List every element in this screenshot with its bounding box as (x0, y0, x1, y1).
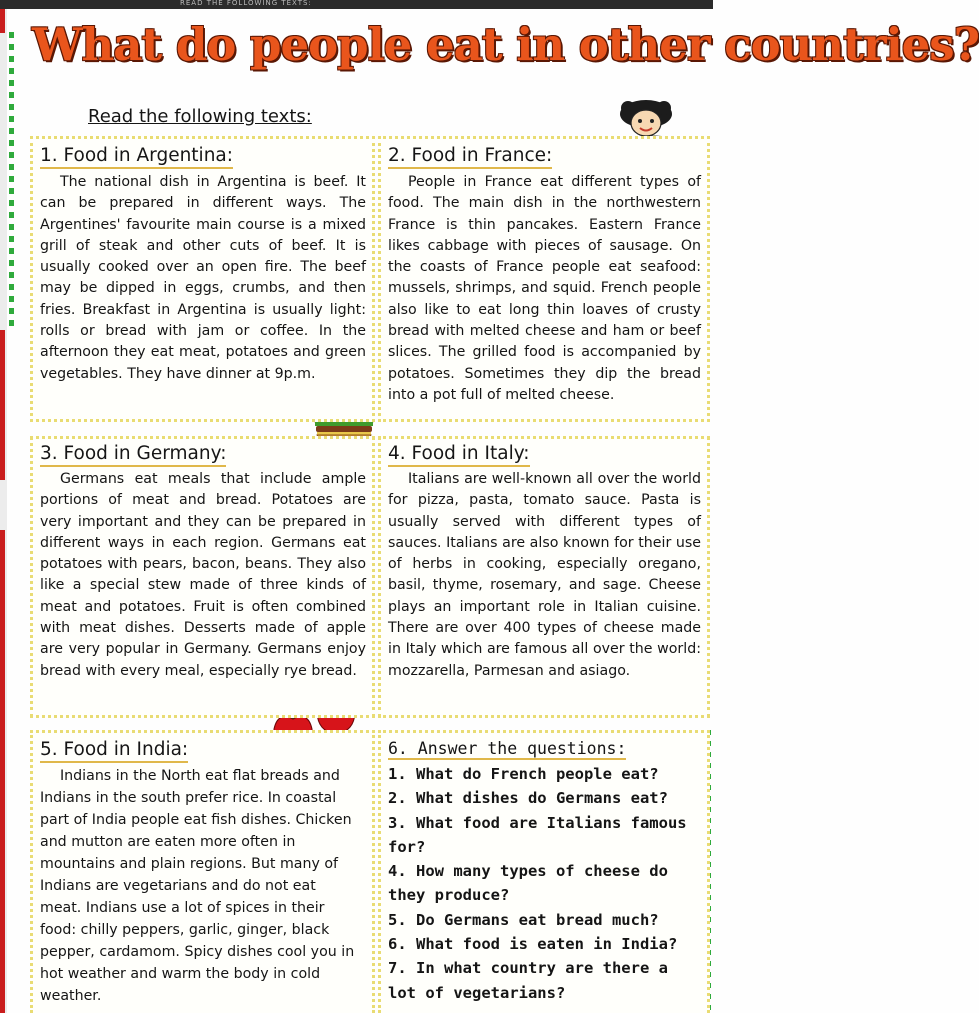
section-heading: 1. Food in Argentina: (40, 145, 233, 169)
green-dotted-margin (9, 32, 14, 330)
question-item: 5. Do Germans eat bread much? (388, 910, 659, 929)
questions-heading: 6. Answer the questions: (388, 739, 627, 758)
question-item: 6. What food is eaten in India? (388, 935, 678, 954)
top-strip (0, 0, 713, 9)
question-item: 3. What food are Italians famous for? (388, 813, 687, 856)
section-body: Indians in the North eat flat breads and Indians in the south prefer rice. In coastal part of India people eat fish dishes. Chicken and mutton are eaten more often in mountains and plain regions. But many of Indians are vegetarians and do not eat meat. Indians use a lot of spices in their food: chilly peppers, garlic, ginger, black pepper, cardamom. Spicy dishes cool you in hot weather and warm the body in cold weather. (40, 768, 355, 1004)
question-item: 2. What dishes do Germans eat? (388, 789, 668, 808)
section-body: People in France eat different types of food. The main dish in the northwestern France is thin pancakes. Eastern France likes cabbage with pieces of sausage. On the coasts of France people eat seafood: mussels, shrimps, and squid. French people also like to eat long thin loaves of crusty bread with melted cheese and ham or beef slices. The grilled food is accompanied by potatoes. Sometimes they dip the bread into a pot full of melted cheese. (388, 174, 701, 403)
section-heading: 2. Food in France: (388, 145, 552, 169)
section-body: The national dish in Argentina is beef. It can be prepared in different ways. The Argentines' favourite main course is a mixed grill of steak and other cuts of beef. It is usually cooked over an open fire. The beef may be dipped in eggs, crumbs, and then fries. Breakfast in Argentina is usually light: rolls or bread with jam or coffee. In the afternoon they eat meat, potatoes and green vegetables. They have dinner at 9p.m. (40, 174, 366, 382)
section-heading: 4. Food in Italy: (388, 443, 530, 467)
questions-list (388, 762, 694, 1005)
section-argentina (30, 136, 375, 422)
section-heading: 3. Food in Germany: (40, 443, 226, 467)
section-body: Germans eat meals that include ample portions of meat and bread. Potatoes are very important and they can be prepared in different ways in each region. Germans eat potatoes with pears, bacon, beans. They also like a special stew made of three kinds of meat and potatoes. Fruit is often combined with meat dishes. Desserts made of apple are very popular in Germany. Germans enjoy bread with every meal, especially rye bread. (40, 471, 366, 679)
red-margin-bar (0, 330, 5, 480)
section-questions (378, 730, 710, 1013)
section-italy (378, 436, 710, 718)
red-margin-bar (0, 530, 5, 1013)
section-body: Italians are well-known all over the world for pizza, pasta, tomato sauce. Pasta is usually served with different types of sauces. Italians are also known for their use of herbs in cooking, especially oregano, basil, thyme, rosemary, and sage. Cheese plays an important role in Italian cuisine. There are over 400 types of cheese made in Italy which are famous all over the world: mozzarella, Parmesan and asiago. (388, 471, 701, 679)
question-item: 1. What do French people eat? (388, 765, 659, 783)
section-germany (30, 436, 375, 718)
worksheet-title: What do people eat in other countries? (32, 18, 979, 71)
red-margin-bar (0, 9, 5, 33)
instruction-text: Read the following texts: (88, 106, 312, 127)
top-strip-text: READ THE FOLLOWING TEXTS: (180, 0, 312, 7)
section-heading: 5. Food in India: (40, 739, 188, 763)
section-france (378, 136, 710, 422)
section-india (30, 730, 375, 1013)
question-item: 7. In what country are there a lot of vegetarians? (388, 959, 668, 1002)
question-item: 4. How many types of cheese do they produce? (388, 862, 668, 905)
